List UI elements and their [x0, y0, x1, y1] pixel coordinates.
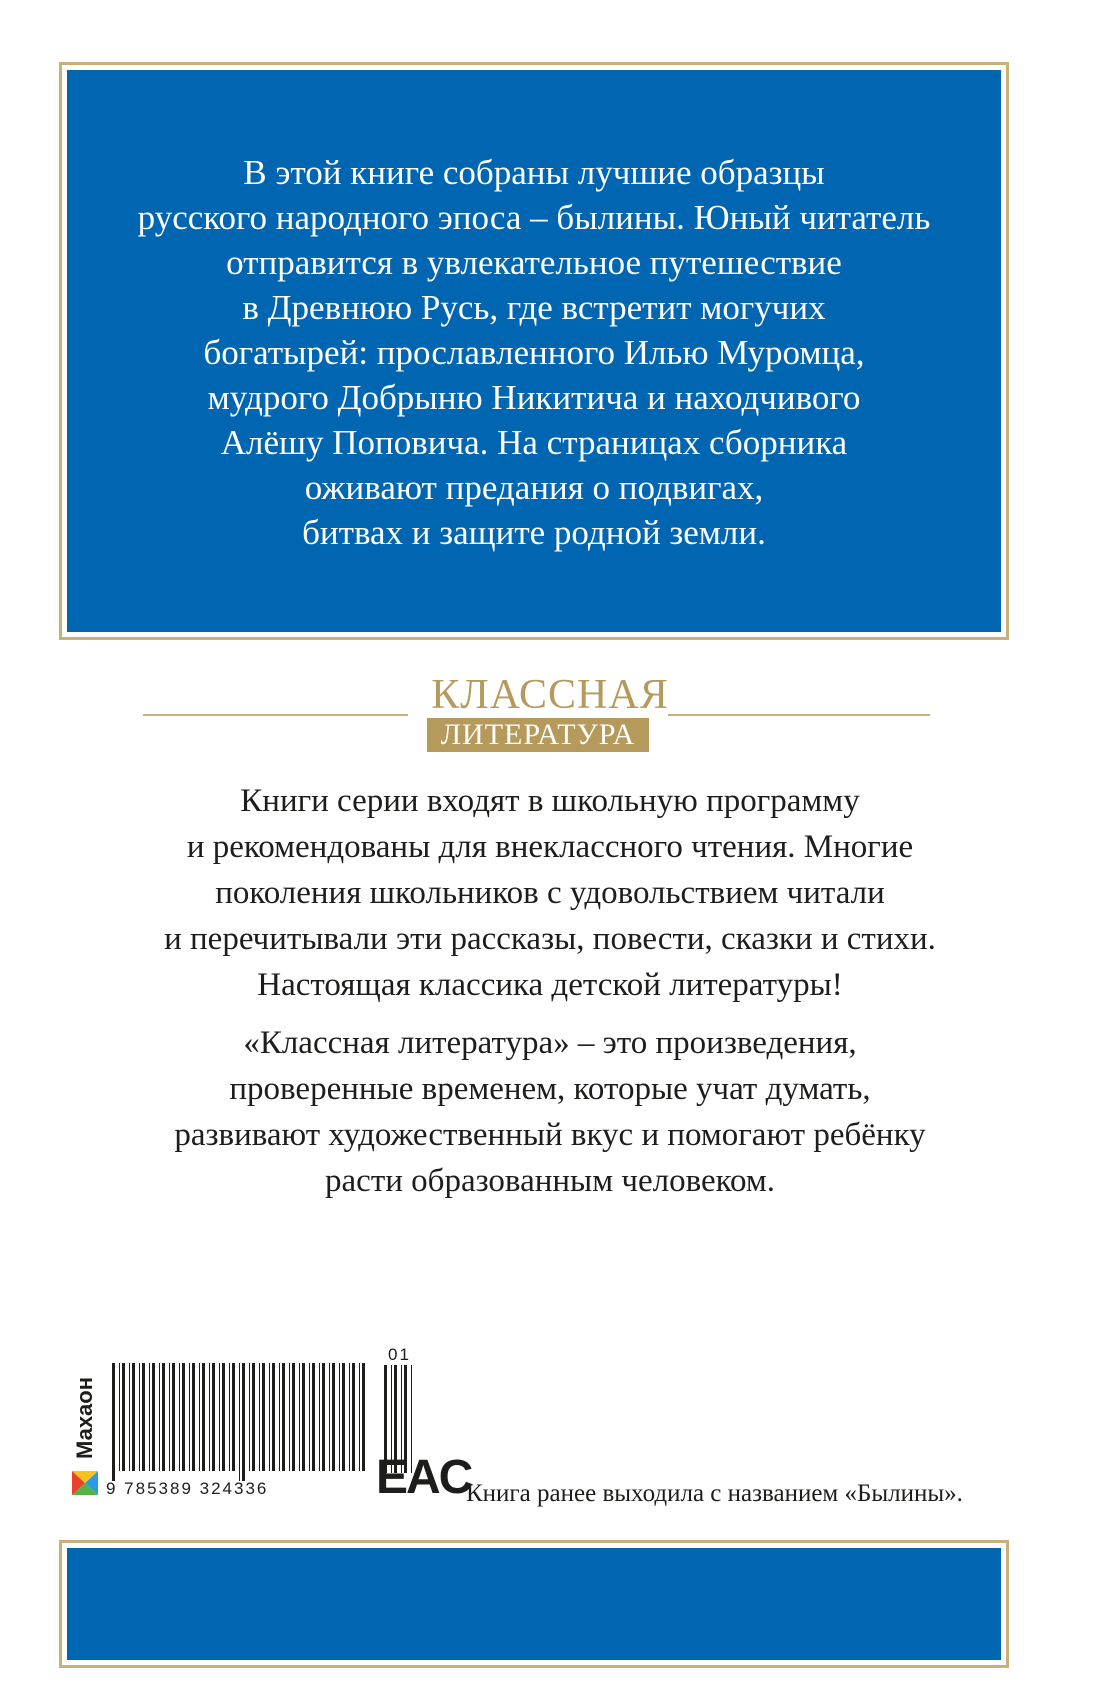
series-description	[0, 778, 1100, 1008]
blurb-line: отправится в увлекательное путешествие	[226, 243, 842, 282]
barcode-bars	[112, 1363, 368, 1481]
series-title-bottom: ЛИТЕРАТУРА	[427, 718, 649, 752]
description-line: поколения школьников с удовольствием читали	[215, 875, 885, 911]
bottom-panel	[59, 1540, 1009, 1668]
purpose-line: развивают художественный вкус и помогают ребёнку	[174, 1117, 926, 1153]
eac-certification-mark: EAC	[376, 1451, 472, 1504]
blurb-line: русского народного эпоса – былины. Юный читатель	[137, 198, 931, 237]
blurb-line: битвах и защите родной земли.	[302, 513, 766, 552]
description-line: и рекомендованы для внеклассного чтения. Многие	[186, 829, 914, 865]
blurb-line: в Древнюю Русь, где встретит могучих	[242, 288, 826, 327]
isbn-digits: 9 785389 324336	[106, 1479, 269, 1498]
publisher-mark-icon	[72, 1471, 98, 1495]
purpose-line: расти образованным человеком.	[325, 1163, 775, 1199]
description-line: и перечитывали эти рассказы, повести, сказки и стихи.	[164, 921, 936, 957]
barcode-addon: 01	[388, 1345, 411, 1364]
publisher-name: Махаон	[72, 1376, 97, 1460]
series-logo	[0, 672, 1100, 762]
blurb-line: оживают предания о подвигах,	[304, 468, 764, 507]
previous-title-notice: Книга ранее выходила с названием «Былины».	[466, 1480, 963, 1507]
blurb-line: Алёшу Поповича. На страницах сборника	[220, 423, 848, 462]
blurb-line: богатырей: прославленного Илью Муромца,	[203, 333, 865, 372]
blurb-text	[67, 150, 1001, 555]
blurb-line: В этой книге собраны лучшие образцы	[243, 153, 825, 192]
publisher-logo	[70, 1345, 100, 1495]
barcode-block	[70, 1345, 411, 1505]
blurb-panel-background	[67, 70, 1001, 632]
description-line: Настоящая классика детской литературы!	[257, 967, 843, 1003]
purpose-line: «Классная литература» – это произведения,	[243, 1025, 857, 1061]
series-purpose	[0, 1020, 1100, 1204]
bottom-panel-background	[67, 1548, 1001, 1660]
blurb-line: мудрого Добрыню Никитича и находчивого	[207, 378, 861, 417]
description-line: Книги серии входят в школьную программу	[240, 783, 860, 819]
purpose-line: проверенные временем, которые учат думать,	[229, 1071, 871, 1107]
series-title-top: КЛАССНАЯ	[431, 672, 669, 718]
blurb-panel	[59, 62, 1009, 640]
